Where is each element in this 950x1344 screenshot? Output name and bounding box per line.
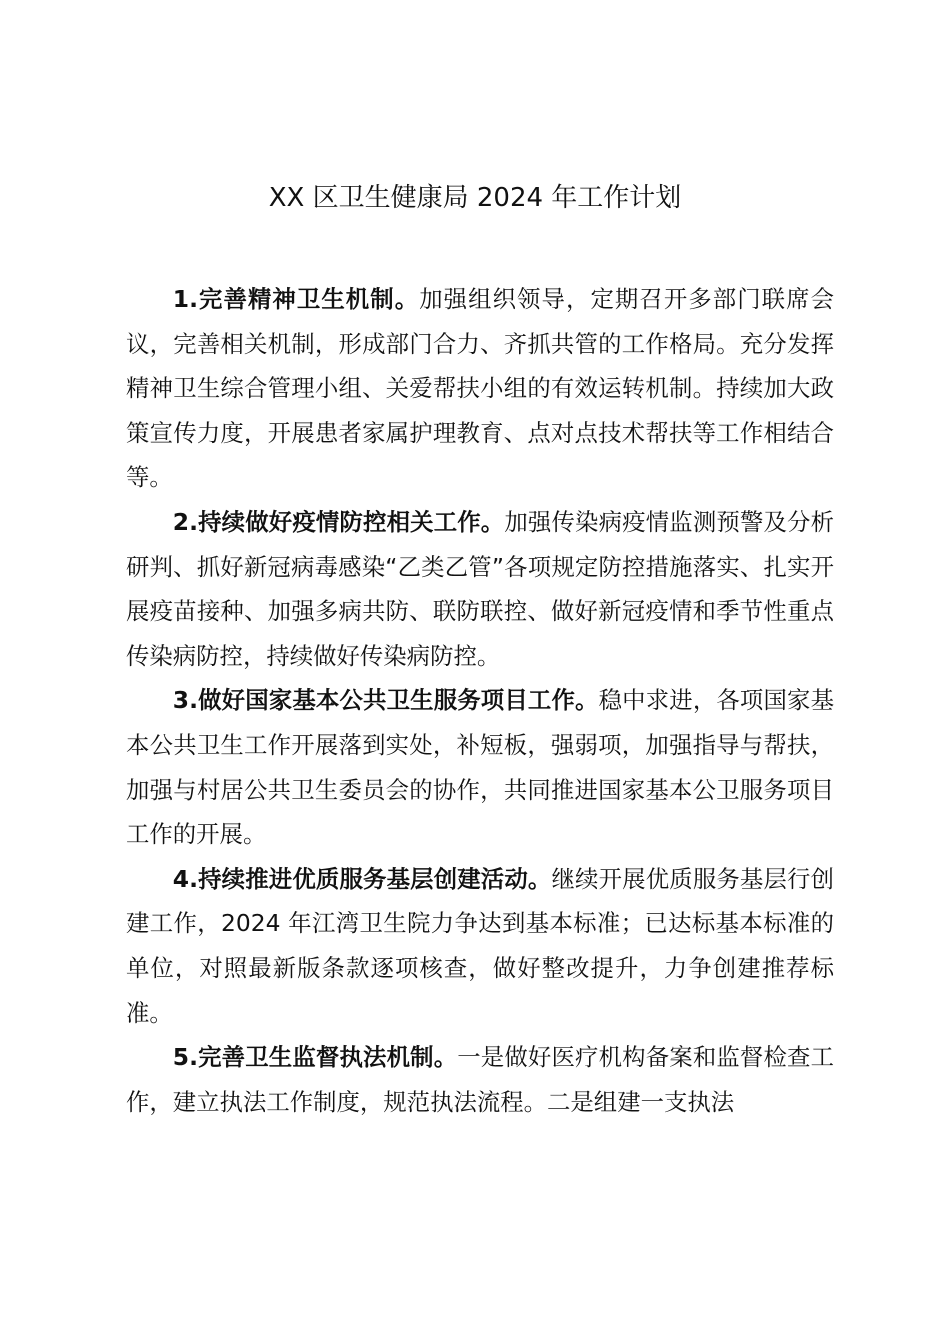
- document-title: XX 区卫生健康局 2024 年工作计划: [268, 183, 682, 213]
- paragraph-2: [126, 500, 834, 678]
- paragraph-4-heading: 4.持续推进优质服务基层创建活动。: [172, 864, 552, 893]
- paragraph-3: [126, 678, 834, 856]
- paragraph-5-text: 一是做好医疗机构备案和监督检查工作，建立执法工作制度，规范执法流程。二是组建一支执法: [126, 1043, 834, 1116]
- paragraph-1-text: 加强组织领导，定期召开多部门联席会议，完善相关机制，形成部门合力、齐抓共管的工作格局。充分发挥精神卫生综合管理小组、关爱帮扶小组的有效运转机制。持续加大政策宣传力度，开展患者家属护理教育、点对点技术帮扶等工作相结合等。: [126, 285, 834, 492]
- paragraph-1-heading: 1.完善精神卫生机制。: [172, 285, 420, 313]
- paragraph-1: [126, 277, 834, 500]
- document-body: [126, 277, 834, 1124]
- paragraph-4: [126, 857, 834, 1035]
- paragraph-3-text: 稳中求进，各项国家基本公共卫生工作开展落到实处，补短板，强弱项，加强指导与帮扶，加强与村居公共卫生委员会的协作，共同推进国家基本公卫服务项目工作的开展。: [126, 686, 834, 849]
- paragraph-2-heading: 2.持续做好疫情防控相关工作。: [172, 507, 505, 536]
- paragraph-5-heading: 5.完善卫生监督执法机制。: [172, 1043, 458, 1072]
- paragraph-4-text: 继续开展优质服务基层行创建工作，2024 年江湾卫生院力争达到基本标准；已达标基本标准的单位，对照最新版条款逐项核查，做好整改提升，力争创建推荐标准。: [126, 864, 834, 1027]
- paragraph-2-text: 加强传染病疫情监测预警及分析研判、抓好新冠病毒感染“乙类乙管”各项规定防控措施落实、扎实开展疫苗接种、加强多病共防、联防联控、做好新冠疫情和季节性重点传染病防控，持续做好传染病防控。: [126, 507, 835, 670]
- paragraph-3-heading: 3.做好国家基本公共卫生服务项目工作。: [172, 686, 599, 715]
- paragraph-5: [126, 1035, 834, 1124]
